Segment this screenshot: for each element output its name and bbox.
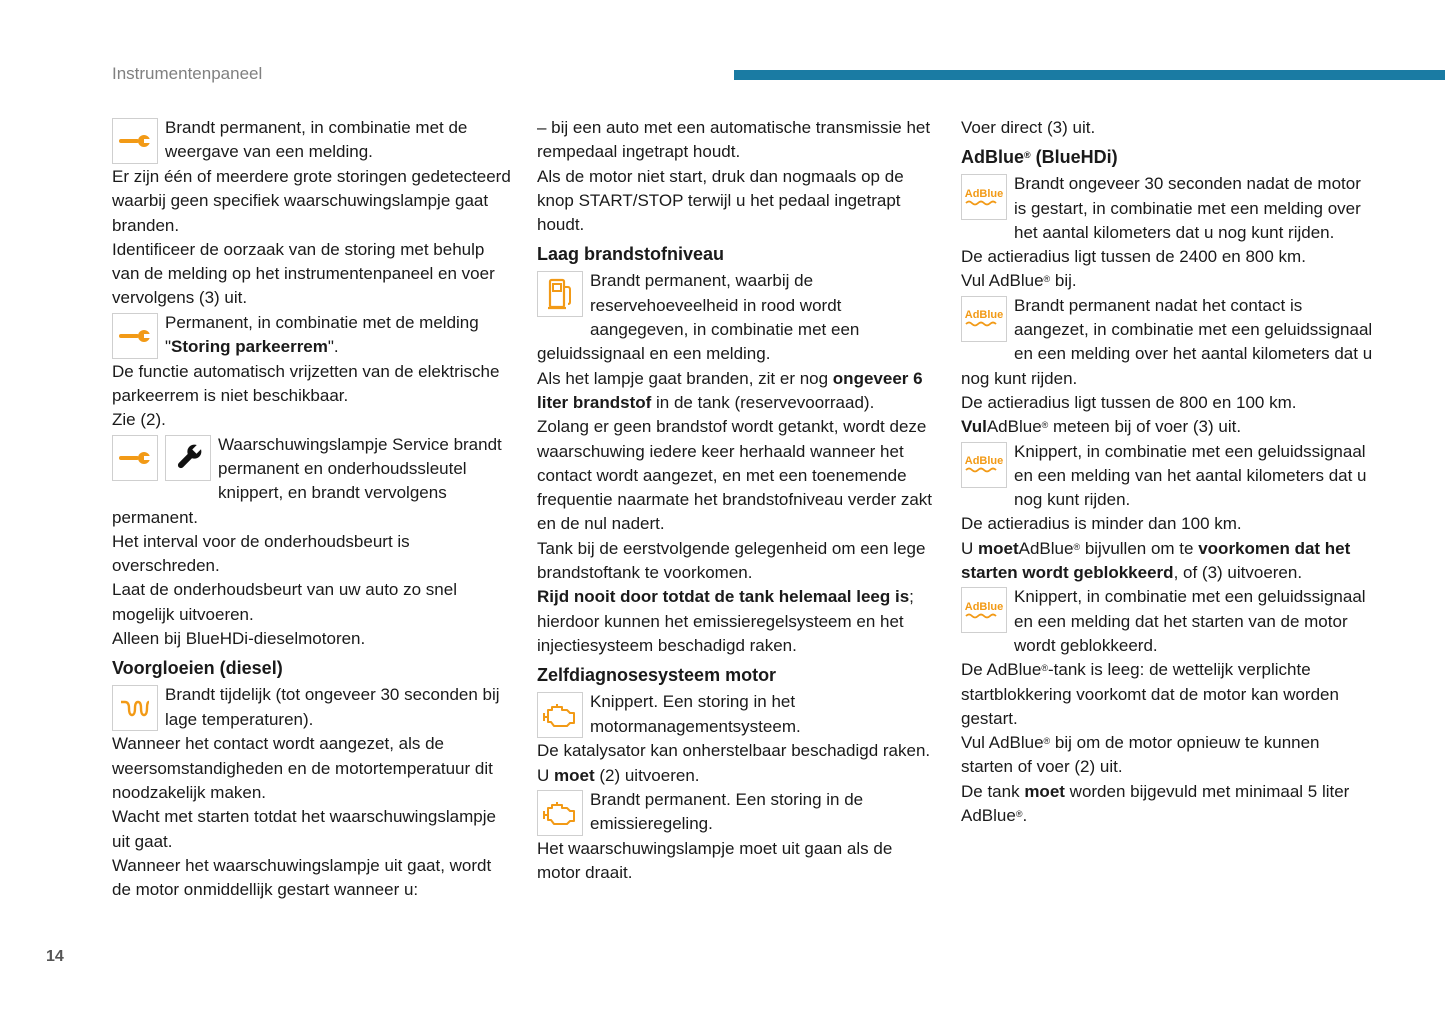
paragraph: De katalysator kan onherstelbaar beschadigd raken. xyxy=(537,741,931,761)
paragraph: VulAdBlue® meteen bij of voer (3) uit. xyxy=(961,417,1242,437)
maintenance-block xyxy=(112,433,514,652)
adblue-block-3 xyxy=(961,440,1373,586)
paragraph: Identificeer de oorzaak van de storing met behulp van de melding op het instrumentenpaneel en voer vervolgens (3) uit. xyxy=(112,239,495,308)
paragraph: Laat de onderhoudsbeurt van uw auto zo snel mogelijk uitvoeren. xyxy=(112,580,457,624)
adblue-icon: AdBlue xyxy=(961,174,1007,220)
paragraph: Zie (2). xyxy=(112,410,166,430)
glow-plug-icon xyxy=(112,685,158,731)
column-1 xyxy=(112,116,514,902)
adblue-block-4 xyxy=(961,585,1373,828)
engine-diag-block-2 xyxy=(537,788,939,886)
adblue-block-1 xyxy=(961,172,1373,293)
paragraph: De actieradius ligt tussen de 800 en 100 km. xyxy=(961,392,1297,412)
page-number: 14 xyxy=(46,948,64,965)
adblue-icon: AdBlue xyxy=(961,296,1007,342)
paragraph: De AdBlue®-tank is leeg: de wettelijk verplichte startblokkering voorkomt dat de motor kan worden gestart. xyxy=(961,660,1339,728)
paragraph: De functie automatisch vrijzetten van de elektrische parkeerrem is niet beschikbaar. xyxy=(112,361,500,406)
maintenance-text: Waarschuwingslampje Service brandt permanent en onderhoudssleutel knippert, en brandt vervolgens permanent. xyxy=(112,434,502,527)
parking-brake-text: Permanent, in combinatie met de melding "Storing parkeerrem". xyxy=(165,312,479,357)
paragraph: De actieradius ligt tussen de 2400 en 800 km. xyxy=(961,247,1306,267)
paragraph: U moet (2) uitvoeren. xyxy=(537,765,700,785)
fuel-text: Brandt permanent, waarbij de reservehoeveelheid in rood wordt aangegeven, in combinatie met een geluidssignaal en een melding. xyxy=(537,271,860,364)
paragraph: Vul AdBlue® bij. xyxy=(961,271,1077,291)
wrench-warning-icon xyxy=(112,313,158,359)
paragraph: Wanneer het contact wordt aangezet, als de weersomstandigheden en de motortemperatuur dit noodzakelijk maken. xyxy=(112,734,493,802)
maintenance-key-icon xyxy=(165,435,211,481)
section-heading-adblue: AdBlue® (BlueHDi) xyxy=(961,147,1118,168)
paragraph: Er zijn één of meerdere grote storingen gedetecteerd waarbij geen specifiek waarschuwingslampje gaat branden. xyxy=(112,167,511,235)
paragraph: Het interval voor de onderhoudsbeurt is overschreden. xyxy=(112,531,410,576)
paragraph: De tank moet worden bijgevuld met minimaal 5 liter AdBlue®. xyxy=(961,781,1350,826)
section-heading-diagnosis: Zelfdiagnosesysteem motor xyxy=(537,665,777,686)
engine-check-icon xyxy=(537,692,583,738)
parking-brake-block xyxy=(112,311,514,433)
paragraph: Vul AdBlue® bij om de motor opnieuw te kunnen starten of voer (2) uit. xyxy=(961,733,1320,777)
service-warning-block xyxy=(112,116,514,311)
paragraph: Zolang er geen brandstof wordt getankt, wordt deze waarschuwing iedere keer herhaald wanneer het contact wordt aangezet, en met een toenemende frequentie naarmate het brandstofniveau verder zakt en de nul nadert. xyxy=(537,417,933,534)
paragraph: Als het lampje gaat branden, zit er nog ongeveer 6 liter brandstof in de tank (reservevoorraad). xyxy=(537,368,923,412)
paragraph: Voer direct (3) uit. xyxy=(961,118,1096,137)
header-accent-bar xyxy=(734,70,1445,80)
paragraph: Wanneer het waarschuwingslampje uit gaat, wordt de motor onmiddellijk gestart wanneer u: xyxy=(112,855,492,900)
fuel-block xyxy=(537,269,939,658)
adblue-text-2: Brandt permanent nadat het contact is aangezet, in combinatie met een geluidssignaal en een melding over het aantal kilometers dat u nog kunt rijden. xyxy=(961,295,1373,388)
paragraph: Rijd nooit door totdat de tank helemaal leeg is; hierdoor kunnen het emissieregelsysteem en het injectiesysteem beschadigd raken. xyxy=(537,587,914,655)
preheat-text: Brandt tijdelijk (tot ongeveer 30 seconden bij lage temperaturen). xyxy=(165,685,500,729)
running-header: Instrumentenpaneel xyxy=(112,64,263,83)
adblue-text-1: Brandt ongeveer 30 seconden nadat de motor is gestart, in combinatie met een melding over het aantal kilometers dat u nog kunt rijden. xyxy=(1014,174,1361,242)
paragraph: Het waarschuwingslampje moet uit gaan als de motor draait. xyxy=(537,838,893,883)
paragraph: Wacht met starten totdat het waarschuwingslampje uit gaat. xyxy=(112,807,496,851)
engine-diag-block-1 xyxy=(537,690,939,788)
adblue-icon: AdBlue xyxy=(961,587,1007,633)
section-heading-fuel: Laag brandstofniveau xyxy=(537,244,725,265)
adblue-block-2 xyxy=(961,294,1373,440)
paragraph: Alleen bij BlueHDi-dieselmotoren. xyxy=(112,629,366,649)
preheat-block xyxy=(112,683,514,902)
service-warning-text: Brandt permanent, in combinatie met de weergave van een melding. xyxy=(165,118,468,162)
engine-check-icon xyxy=(537,790,583,836)
column-2 xyxy=(537,116,939,885)
wrench-warning-icon xyxy=(112,435,158,481)
section-heading-preheat: Voorgloeien (diesel) xyxy=(112,658,283,679)
paragraph: Tank bij de eerstvolgende gelegenheid om een lege brandstoftank te voorkomen. xyxy=(537,538,926,583)
adblue-text-3: Knippert, in combinatie met een geluidssignaal en een melding van het aantal kilometers dat u nog kunt rijden. xyxy=(1014,441,1367,510)
paragraph: – bij een auto met een automatische transmissie het rempedaal ingetrapt houdt. xyxy=(537,118,931,162)
engine-diag-text-2: Brandt permanent. Een storing in de emissieregeling. xyxy=(590,789,864,834)
adblue-text-4: Knippert, in combinatie met een geluidssignaal en een melding dat het starten van de motor wordt geblokkeerd. xyxy=(1014,587,1366,655)
paragraph: Als de motor niet start, druk dan nogmaals op de knop START/STOP terwijl u het pedaal ingetrapt houdt. xyxy=(537,166,904,235)
fuel-pump-icon xyxy=(537,271,583,317)
column-3 xyxy=(961,116,1373,828)
paragraph: U moetAdBlue® bijvullen om te voorkomen dat het starten wordt geblokkeerd, of (3) uitvoeren. xyxy=(961,538,1351,583)
wrench-warning-icon xyxy=(112,118,158,164)
paragraph: De actieradius is minder dan 100 km. xyxy=(961,514,1242,534)
engine-diag-text-1: Knippert. Een storing in het motormanagementsysteem. xyxy=(590,692,801,736)
adblue-icon: AdBlue xyxy=(961,442,1007,488)
